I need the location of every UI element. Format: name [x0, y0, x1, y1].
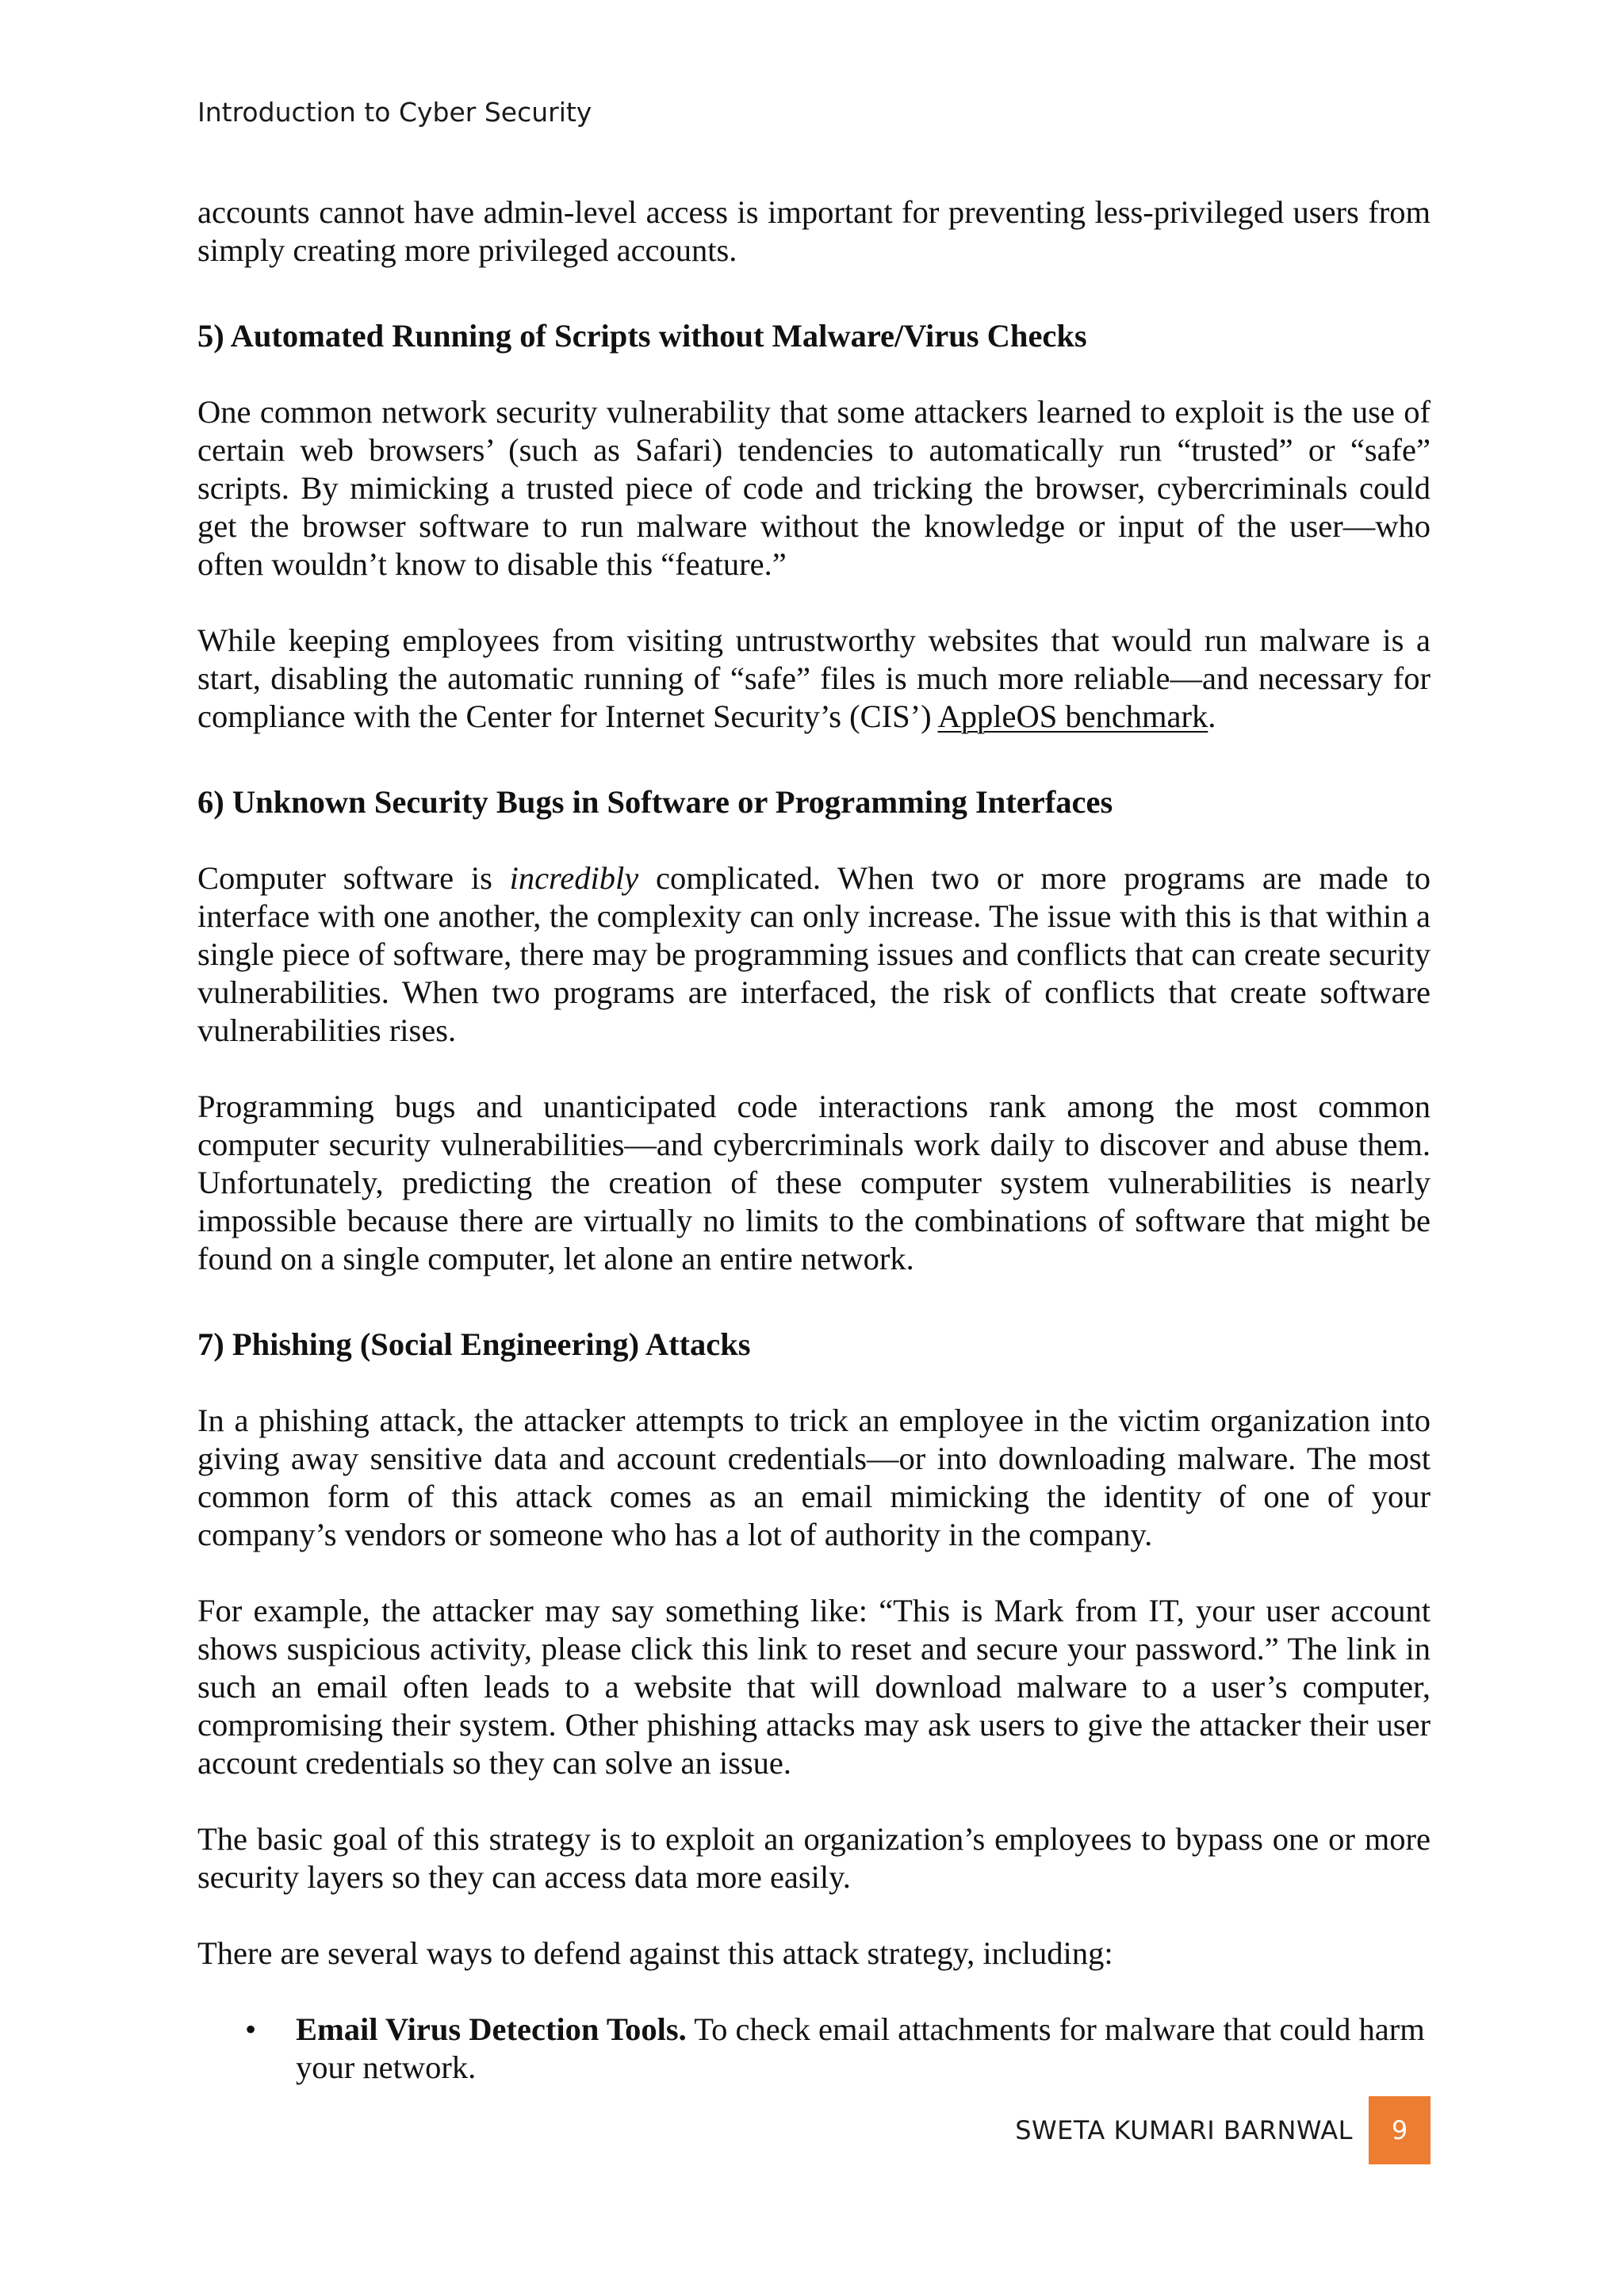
section-5-paragraph-2-text: While keeping employees from visiting untrustworthy websites that would run malware is a start, disabling the automatic running of “safe” files is much more reliable—and necessary for compliance with the Center for Internet Security’s (CIS’): [197, 622, 1431, 734]
section-6-paragraph-1-rest: complicated. When two or more programs are made to interface with one another, the complexity can only increase. The issue with this is that within a single piece of software, there may be programming issues and conflicts that can create security vulnerabilities. When two programs are interfaced, the risk of conflicts that create software vulnerabilities rises.: [197, 860, 1431, 1048]
section-6-emphasis: incredibly: [509, 860, 639, 896]
appleos-benchmark-link[interactable]: AppleOS benchmark: [937, 698, 1208, 734]
running-header: Introduction to Cyber Security: [197, 97, 592, 128]
list-item-title: Email Virus Detection Tools.: [296, 2011, 687, 2047]
defense-list: [197, 2011, 1431, 2087]
section-5-paragraph-2-end: .: [1208, 698, 1216, 734]
section-5-heading: 5) Automated Running of Scripts without Malware/Virus Checks: [197, 318, 1087, 354]
section-5-paragraph-1: One common network security vulnerability that some attackers learned to exploit is the use of certain web browsers’ (such as Safari) tendencies to automatically run “trusted” or “safe” scripts. By mimicking a trusted piece of code and tricking the browser, cybercriminals could get the browser software to run malware without the knowledge or input of the user—who often wouldn’t know to disable this “feature.”: [197, 394, 1431, 582]
bullet-icon: •: [245, 2011, 257, 2047]
section-5-paragraph-2: [197, 622, 1431, 736]
section-6-paragraph-2: Programming bugs and unanticipated code interactions rank among the most common computer security vulnerabilities—and cybercriminals work daily to discover and abuse them. Unfortunately, predicting the creation of these computer system vulnerabilities is nearly impossible because there are virtually no limits to the combinations of software that might be found on a single computer, let alone an entire network.: [197, 1089, 1431, 1276]
list-item-text: To check email attachments for malware that could harm your network.: [296, 2011, 1425, 2085]
section-6-heading: 6) Unknown Security Bugs in Software or Programming Interfaces: [197, 784, 1113, 820]
section-7-paragraph-1: In a phishing attack, the attacker attempts to trick an employee in the victim organization into giving away sensitive data and account credentials—or into downloading malware. The most common form of this attack comes as an email mimicking the identity of one of your company’s vendors or someone who has a lot of authority in the company.: [197, 1402, 1431, 1552]
intro-paragraph: accounts cannot have admin-level access is important for preventing less-privileged users from simply creating more privileged accounts.: [197, 194, 1431, 268]
footer-author: SWETA KUMARI BARNWAL: [1015, 2115, 1353, 2145]
section-6-paragraph-1: [197, 859, 1431, 1050]
page-number-badge: 9: [1369, 2096, 1431, 2164]
section-7-paragraph-4: There are several ways to defend against this attack strategy, including:: [197, 1935, 1113, 1971]
page-body: [197, 193, 1431, 2087]
section-7-heading: 7) Phishing (Social Engineering) Attacks: [197, 1326, 751, 1362]
section-6-paragraph-1-start: Computer software is: [197, 860, 510, 896]
page-footer: [1015, 2096, 1431, 2164]
section-7-paragraph-3: The basic goal of this strategy is to exploit an organization’s employees to bypass one or more security layers so they can access data more easily.: [197, 1821, 1431, 1895]
list-item: [245, 2011, 1431, 2087]
section-7-paragraph-2: For example, the attacker may say something like: “This is Mark from IT, your user account shows suspicious activity, please click this link to reset and secure your password.” The link in such an email often leads to a website that will download malware to a user’s computer, compromising their system. Other phishing attacks may ask users to give the attacker their user account credentials so they can solve an issue.: [197, 1593, 1431, 1781]
